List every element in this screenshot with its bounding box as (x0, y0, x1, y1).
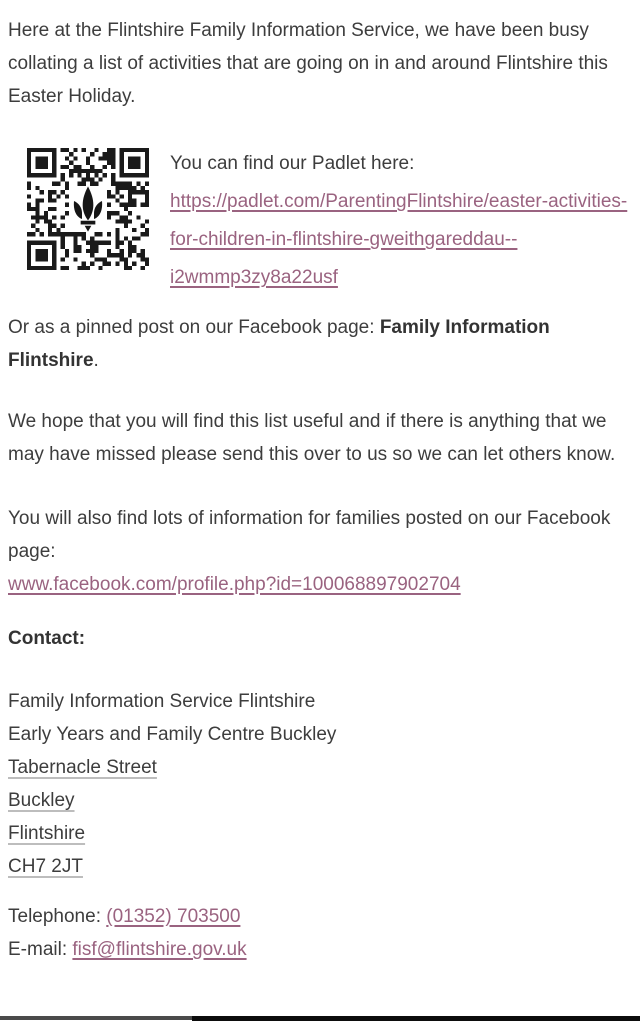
telephone-label: Telephone: (8, 906, 107, 927)
email-label: E-mail: (8, 939, 73, 960)
pinned-post-paragraph (8, 311, 630, 377)
facebook-page-name: Family Information Flintshire (8, 317, 550, 371)
intro-paragraph: Here at the Flintshire Family Information Service, we have been busy collating a list of activities that are going on in and around Flintshire this Easter Holiday. (8, 20, 608, 107)
padlet-lead-text: You can find our Padlet here: (170, 153, 415, 174)
facebook-lead-text: You will also find lots of information for families posted on our Facebook page: (8, 508, 611, 562)
hope-paragraph: We hope that you will find this list useful and if there is anything that we may have missed please send this over to us so we can let others know. (8, 411, 616, 465)
contact-details-block (8, 900, 630, 966)
pinned-post-period: . (93, 350, 99, 371)
padlet-text-block (170, 145, 630, 297)
qr-code (27, 148, 149, 270)
telephone-line (8, 900, 630, 933)
facebook-profile-link[interactable]: www.facebook.com/profile.php?id=100068897902704 (8, 574, 461, 595)
email-line (8, 933, 630, 966)
padlet-link[interactable]: https://padlet.com/ParentingFlintshire/easter-activities-for-children-in-flintshire-gweithgareddau--i2wmmp3zy8a22usf (170, 191, 628, 288)
padlet-section (27, 145, 630, 297)
address-service-name: Family Information Service Flintshire (8, 691, 316, 712)
telephone-link[interactable]: (01352) 703500 (106, 906, 241, 927)
address-block (8, 685, 630, 883)
fleur-de-lis-logo (72, 185, 104, 233)
facebook-section (8, 502, 630, 601)
address-county-link[interactable]: Flintshire (8, 823, 86, 844)
page-bottom-divider (0, 1016, 640, 1021)
email-link[interactable]: fisf@flintshire.gov.uk (72, 939, 247, 960)
contact-heading: Contact: (8, 628, 86, 649)
address-centre-name: Early Years and Family Centre Buckley (8, 724, 337, 745)
divider-left-segment (0, 1016, 192, 1020)
address-postcode-link[interactable]: CH7 2JT (8, 856, 83, 877)
pinned-post-text: Or as a pinned post on our Facebook page: (8, 317, 380, 338)
address-street-link[interactable]: Tabernacle Street (8, 757, 157, 778)
divider-right-segment (192, 1016, 640, 1021)
address-town-link[interactable]: Buckley (8, 790, 75, 811)
